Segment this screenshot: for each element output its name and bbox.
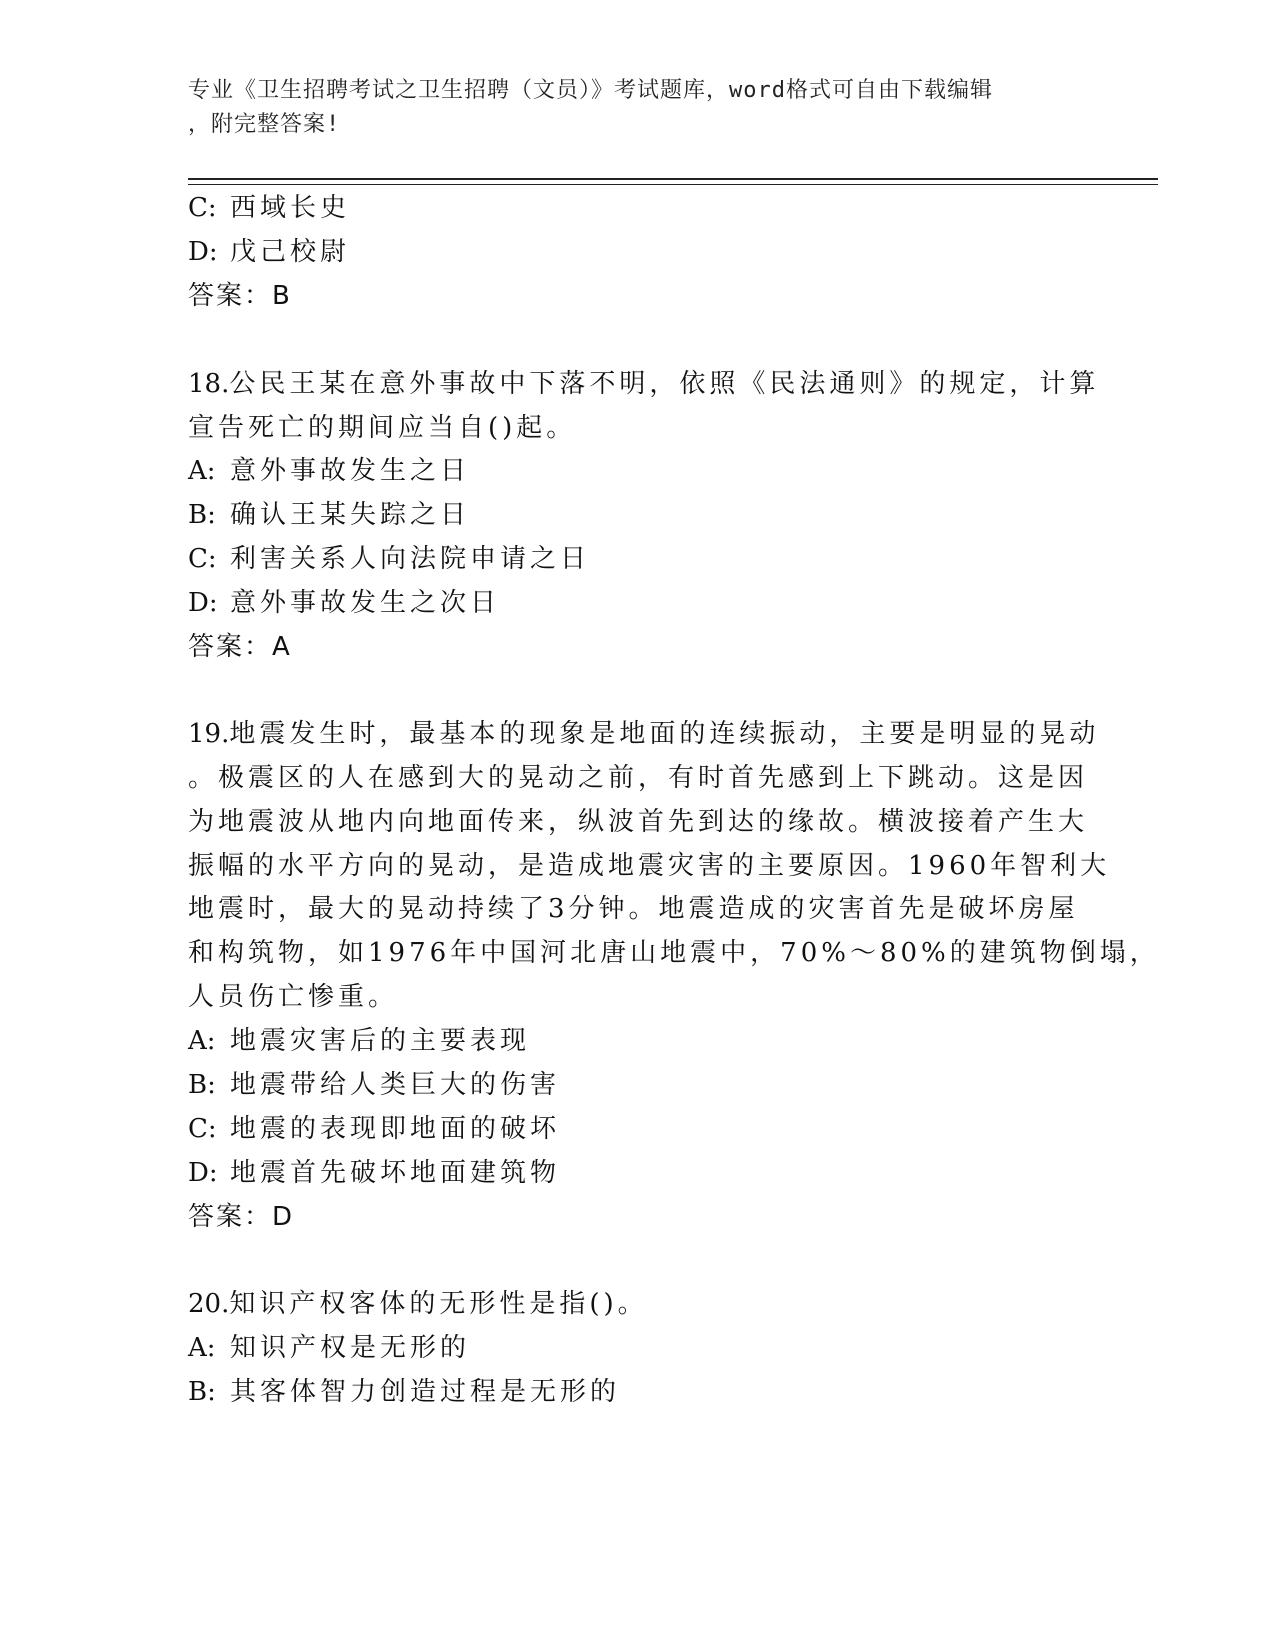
question-number: 20. bbox=[188, 1289, 230, 1319]
option-text: 其客体智力创造过程是无形的 bbox=[230, 1377, 621, 1407]
header-divider-thin bbox=[188, 184, 1158, 185]
q17-answer: 答案：B bbox=[188, 281, 292, 311]
option-key: D: bbox=[188, 588, 218, 618]
option-text: 西域长史 bbox=[230, 193, 351, 223]
q19-option-d bbox=[188, 1153, 560, 1193]
option-text: 地震带给人类巨大的伤害 bbox=[230, 1070, 561, 1100]
q18-option-a bbox=[188, 451, 470, 491]
option-key: B: bbox=[188, 1377, 216, 1407]
q18-answer: 答案：A bbox=[188, 632, 292, 662]
option-text: 戊己校尉 bbox=[230, 237, 351, 267]
question-text: 地震发生时，最基本的现象是地面的连续振动，主要是明显的晃动 bbox=[229, 719, 1100, 749]
option-key: A: bbox=[188, 1026, 216, 1056]
q18-option-d bbox=[188, 583, 500, 623]
option-text: 确认王某失踪之日 bbox=[230, 500, 471, 530]
q20-option-b bbox=[188, 1372, 620, 1412]
q19-answer: 答案：D bbox=[188, 1202, 295, 1232]
option-text: 利害关系人向法院申请之日 bbox=[230, 544, 591, 574]
q18-option-b bbox=[188, 495, 470, 535]
option-key: C: bbox=[188, 1114, 217, 1144]
question-text: 知识产权客体的无形性是指()。 bbox=[229, 1289, 648, 1319]
question-text: 公民王某在意外事故中下落不明，依照《民法通则》的规定，计算 bbox=[229, 369, 1100, 399]
header-divider-thick bbox=[188, 178, 1158, 180]
q18-stem-line-1 bbox=[188, 364, 1099, 404]
option-text: 地震首先破坏地面建筑物 bbox=[230, 1158, 561, 1188]
q19-stem-line-1 bbox=[188, 714, 1099, 754]
option-key: C: bbox=[188, 544, 217, 574]
q19-option-a bbox=[188, 1021, 530, 1061]
option-key: B: bbox=[188, 500, 216, 530]
q18-stem-line-2: 宣告死亡的期间应当自()起。 bbox=[188, 413, 577, 443]
q17-option-d bbox=[188, 232, 350, 272]
header-line-1: 专业《卫生招聘考试之卫生招聘（文员）》考试题库，word格式可自由下载编辑 bbox=[188, 78, 993, 103]
question-number: 19. bbox=[188, 719, 230, 749]
option-key: A: bbox=[188, 456, 216, 486]
option-key: A: bbox=[188, 1333, 216, 1363]
option-text: 地震灾害后的主要表现 bbox=[230, 1026, 531, 1056]
option-text: 意外事故发生之次日 bbox=[230, 588, 501, 618]
q17-option-c bbox=[188, 188, 350, 228]
q19-stem-line-6: 和构筑物，如1976年中国河北唐山地震中，70%～80%的建筑物倒塌， bbox=[188, 938, 1160, 968]
option-text: 知识产权是无形的 bbox=[230, 1333, 471, 1363]
q19-option-c bbox=[188, 1109, 560, 1149]
option-key: D: bbox=[188, 237, 218, 267]
document-header bbox=[188, 74, 1068, 142]
option-text: 意外事故发生之日 bbox=[230, 456, 471, 486]
q19-stem-line-2: 。极震区的人在感到大的晃动之前，有时首先感到上下跳动。这是因 bbox=[188, 763, 1089, 793]
option-key: B: bbox=[188, 1070, 216, 1100]
option-key: C: bbox=[188, 193, 217, 223]
q20-stem-line-1 bbox=[188, 1284, 648, 1324]
q19-stem-line-4: 振幅的水平方向的晃动，是造成地震灾害的主要原因。1960年智利大 bbox=[188, 851, 1111, 881]
q19-stem-line-3: 为地震波从地内向地面传来，纵波首先到达的缘故。横波接着产生大 bbox=[188, 807, 1089, 837]
q18-option-c bbox=[188, 539, 590, 579]
option-key: D: bbox=[188, 1158, 218, 1188]
q19-stem-line-5: 地震时，最大的晃动持续了3分钟。地震造成的灾害首先是破坏房屋 bbox=[188, 894, 1079, 924]
q19-option-b bbox=[188, 1065, 560, 1105]
option-text: 地震的表现即地面的破坏 bbox=[230, 1114, 561, 1144]
question-number: 18. bbox=[188, 369, 230, 399]
q19-stem-line-7: 人员伤亡惨重。 bbox=[188, 982, 399, 1012]
q20-option-a bbox=[188, 1328, 470, 1368]
header-line-2: ，附完整答案! bbox=[188, 112, 341, 137]
